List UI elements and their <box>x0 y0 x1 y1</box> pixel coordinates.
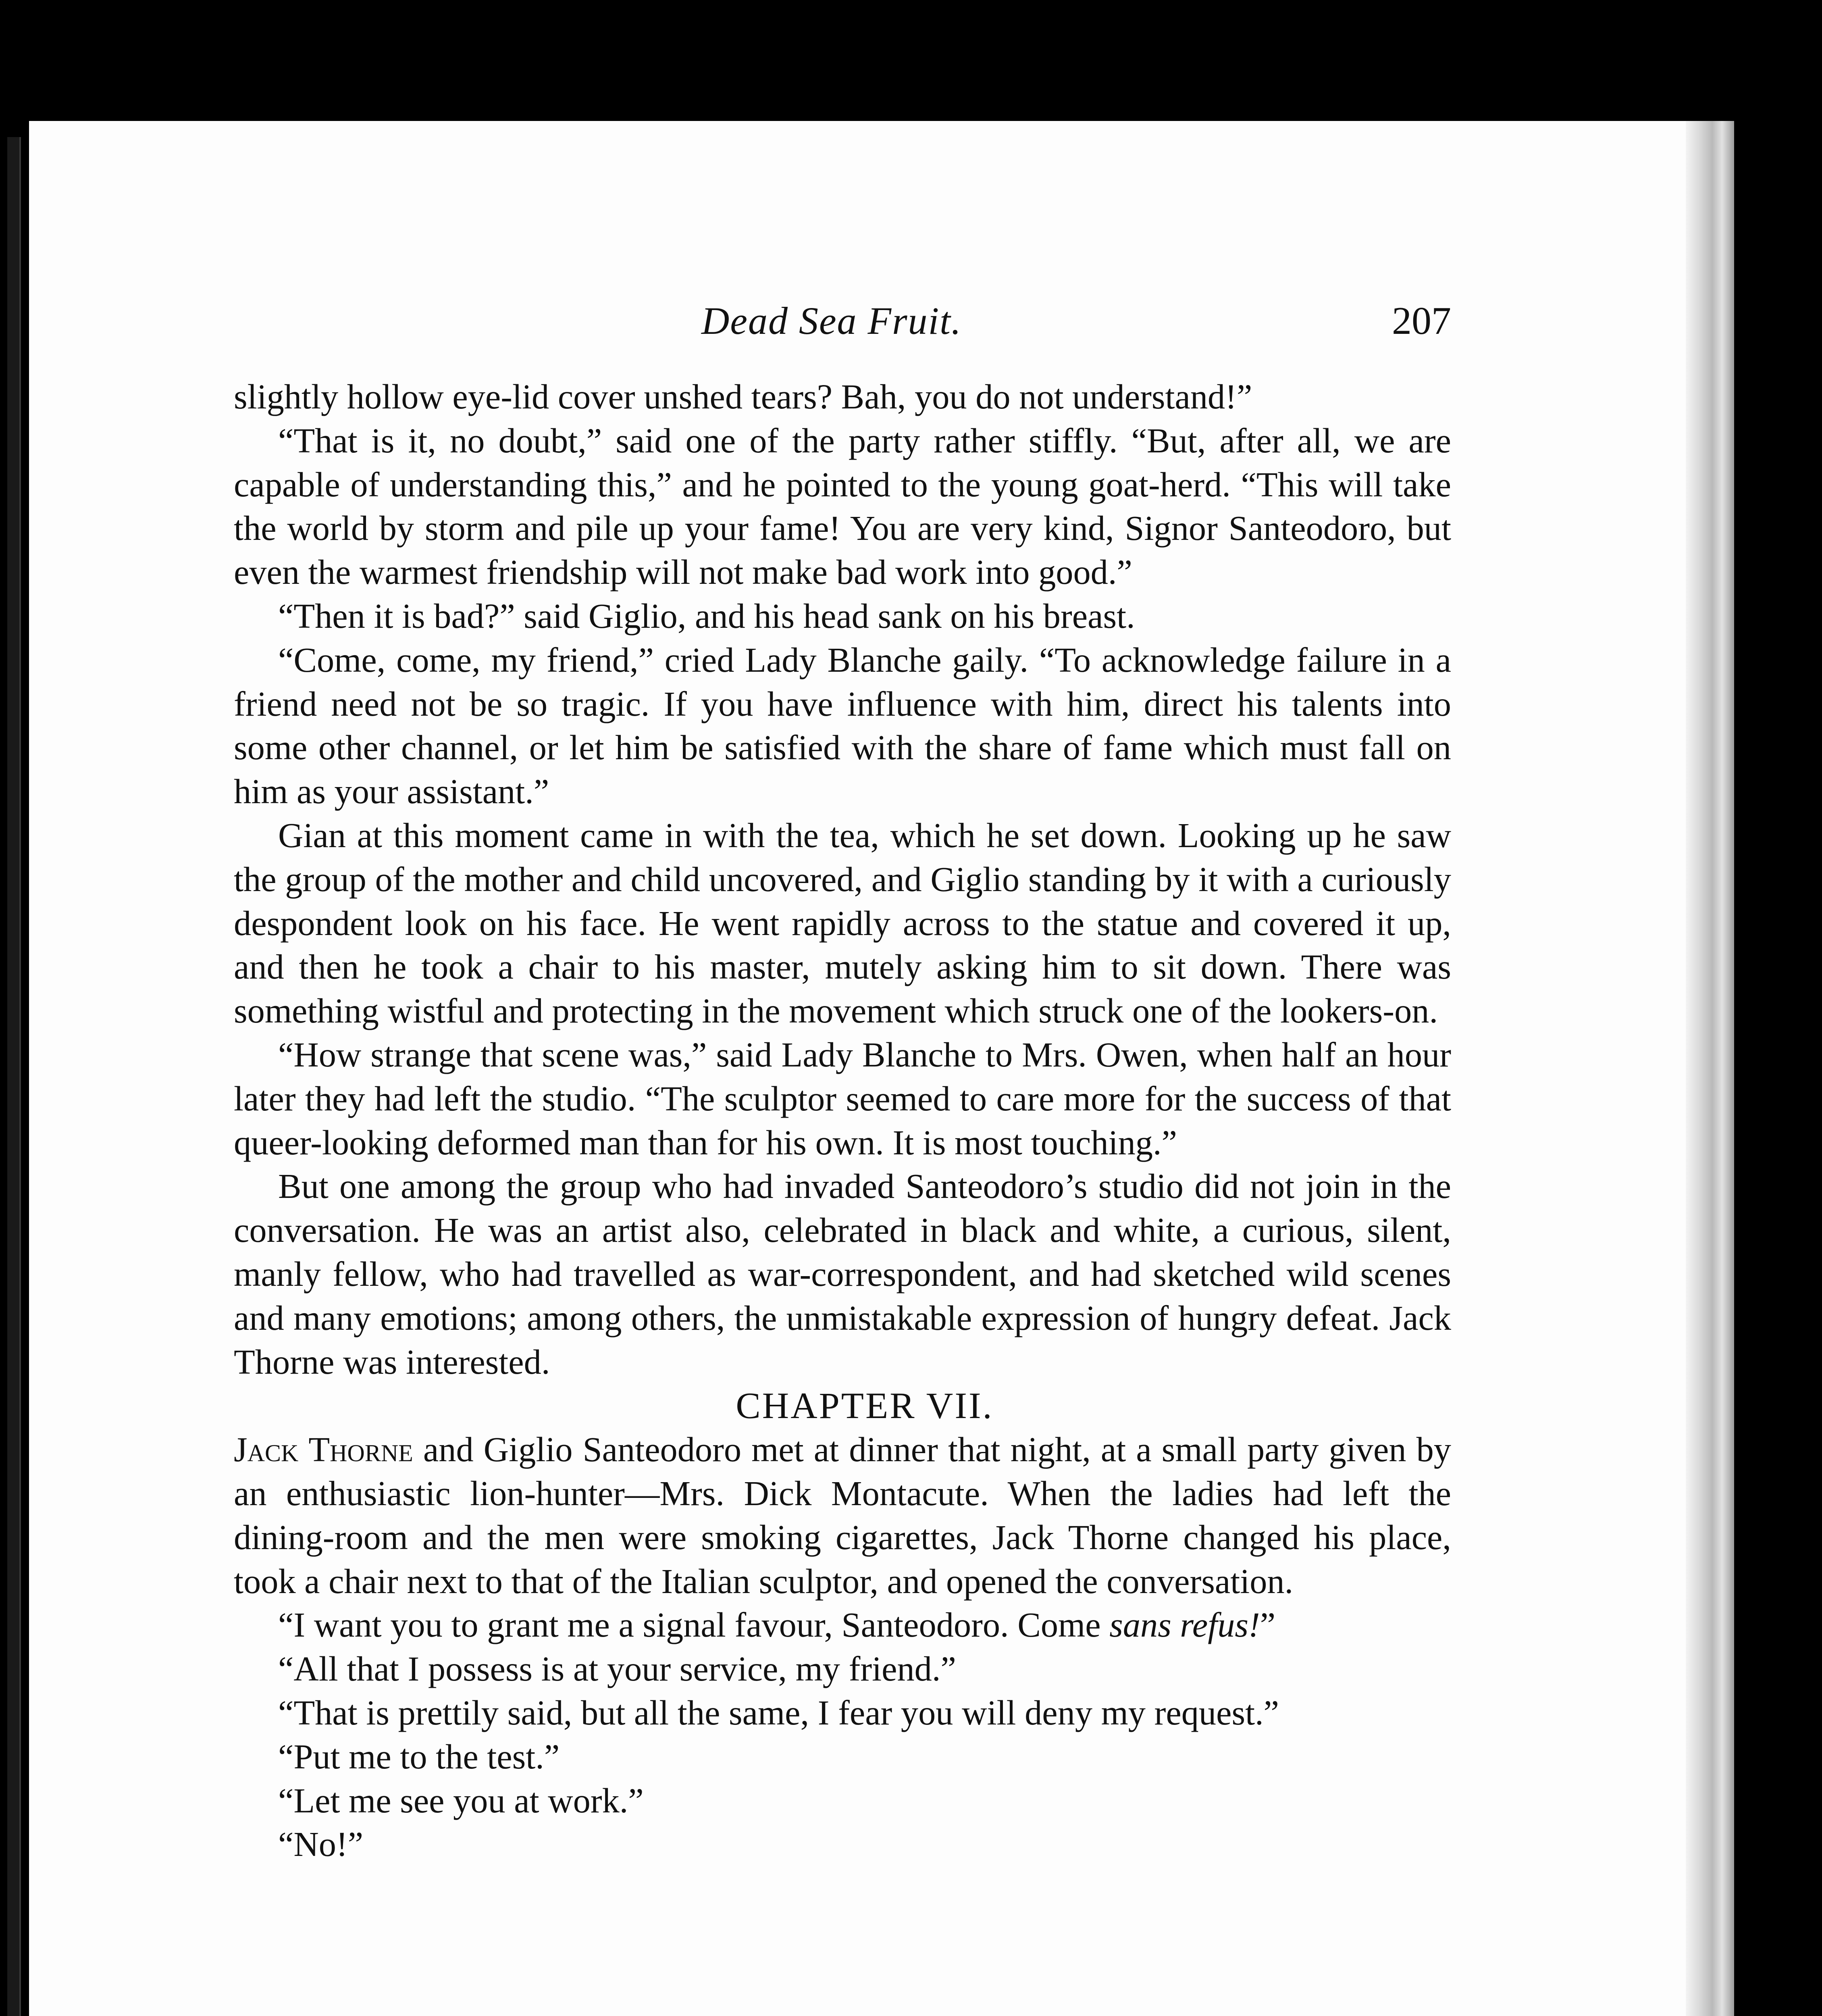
body-text <box>234 375 1451 1866</box>
book-spine-shadow <box>7 137 21 2016</box>
opening-name-last: Thorne <box>308 1430 413 1469</box>
paragraph: “Then it is bad?” said Giglio, and his head sank on his breast. <box>278 596 1135 635</box>
book-page <box>29 121 1686 2016</box>
opening-name-first: Jack <box>234 1430 299 1469</box>
paragraph: “Come, come, my friend,” cried Lady Blanche gaily. “To acknowledge failure in a friend need not be so tragic. If you have influence with him, direct his talents into some other channel, or let him be satisfied with the share of fame which must fall on him as your assistant.” <box>234 640 1451 811</box>
dialogue-italic: sans refus! <box>1109 1606 1260 1645</box>
dialogue-paragraph: “Let me see you at work.” <box>278 1781 644 1820</box>
dialogue-paragraph: “Put me to the test.” <box>278 1737 560 1776</box>
dialogue-paragraph: “All that I possess is at your service, my friend.” <box>278 1649 956 1689</box>
opening-text: and Giglio Santeodoro met at dinner that night, at a small party given by an enthusiastic lion-hunter—Mrs. Dick Montacute. When the ladies had left the dining-room and the men were smoking cigarettes, Jack Thorne changed his place, took a chair next to that of the Italian sculptor, and opened the conversation. <box>234 1430 1451 1601</box>
paragraph: “That is it, no doubt,” said one of the party rather stiffly. “But, after all, we are capable of understanding this,” and he pointed to the young goat-herd. “This will take the world by storm and pile up your fame! You are very kind, Signor Santeodoro, but even the warmest friendship will not make bad work into good.” <box>234 421 1451 592</box>
dialogue-paragraph <box>234 1603 1451 1647</box>
dialogue-close-quote: ” <box>1260 1606 1276 1645</box>
chapter-heading: CHAPTER VII. <box>736 1385 994 1427</box>
page-edge-shading <box>1686 121 1734 2016</box>
paragraph: slightly hollow eye-lid cover unshed tears? Bah, you do not understand!” <box>234 377 1252 416</box>
running-title: Dead Sea Fruit. <box>701 299 962 342</box>
dialogue-paragraph: “That is prettily said, but all the same, I fear you will deny my request.” <box>278 1693 1279 1732</box>
paragraph: Gian at this moment came in with the tea, which he set down. Looking up he saw the group of the mother and child uncovered, and Giglio standing by it with a curiously despondent look on his face. He went rapidly across to the statue and covered it up, and then he took a chair to his master, mutely asking him to sit down. There was something wistful and protecting in the movement which struck one of the lookers-on. <box>234 816 1451 1031</box>
paragraph: But one among the group who had invaded Santeodoro’s studio did not join in the conversation. He was an artist also, celebrated in black and white, a curious, silent, manly fellow, who had travelled as war-correspondent, and had sketched wild scenes and many emotions; among others, the unmistakable expression of hungry defeat. Jack Thorne was interested. <box>234 1167 1451 1381</box>
dialogue-paragraph: “No!” <box>278 1825 364 1864</box>
page-number: 207 <box>1392 299 1451 343</box>
paragraph: “How strange that scene was,” said Lady Blanche to Mrs. Owen, when half an hour later they had left the studio. “The sculptor seemed to care more for the success of that queer-looking deformed man than for his own. It is most touching.” <box>234 1035 1451 1162</box>
running-header <box>234 298 1451 363</box>
dialogue-text: “I want you to grant me a signal favour, Santeodoro. Come <box>278 1606 1110 1645</box>
chapter-opening-paragraph <box>234 1428 1451 1603</box>
